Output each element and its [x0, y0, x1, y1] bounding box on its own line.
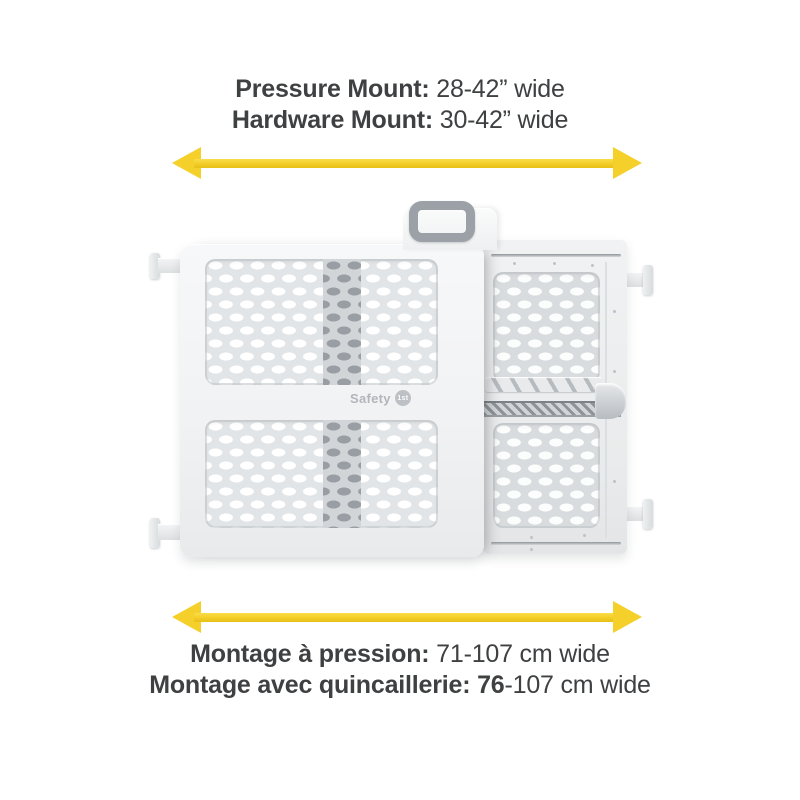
quincaillerie-value: -107 cm wide: [504, 671, 651, 699]
pression-line: [0, 639, 800, 670]
carry-handle-icon: [409, 201, 475, 242]
front-sliding-panel: [180, 244, 484, 557]
screw-dot: [613, 480, 616, 483]
rear-mesh-window-bottom: [493, 423, 600, 528]
hardware-mount-label: Hardware Mount:: [231, 106, 433, 134]
pressure-mount-line: [0, 74, 800, 105]
arrow-right-head-icon: [613, 601, 642, 633]
pression-label: Montage à pression:: [190, 640, 430, 668]
overlap-shadow-strip: [323, 420, 361, 528]
screw-dot: [613, 370, 616, 373]
arrow-shaft: [194, 613, 620, 622]
rear-panel-bottom-seam: [491, 542, 621, 545]
screw-dot: [583, 534, 586, 537]
ratchet-tray: [485, 377, 603, 392]
pressure-mount-label: Pressure Mount:: [235, 75, 430, 103]
overlap-shadow-strip: [323, 259, 361, 385]
rear-sliding-panel: [483, 240, 627, 554]
screw-dot: [513, 262, 516, 265]
brand-badge-icon: 1st: [395, 390, 411, 406]
bottom-width-arrow-icon: [172, 600, 642, 634]
safety-gate-product-image: [150, 198, 660, 564]
bottom-dimension-text: [0, 639, 800, 701]
hardware-mount-line: [0, 105, 800, 136]
hardware-mount-value: 30-42” wide: [433, 106, 569, 134]
front-mesh-window-top: [205, 259, 438, 385]
mount-knob-bottom-right: [643, 499, 653, 529]
screw-dot: [530, 548, 533, 551]
quincaillerie-line: [0, 670, 800, 701]
mount-knob-top-right-stem: [625, 272, 645, 287]
rear-panel-top-seam: [491, 254, 621, 257]
front-mesh-window-bottom: [205, 420, 438, 528]
arrow-right-head-icon: [613, 147, 642, 179]
mount-knob-top-right: [643, 265, 653, 295]
top-dimension-text: [0, 74, 800, 136]
rear-mesh-window-top: [493, 272, 600, 382]
screw-dot: [553, 262, 556, 265]
ratchet-end-cap: [595, 383, 626, 419]
quincaillerie-label: Montage avec quincaillerie: 76: [149, 671, 505, 699]
brand-logo: [350, 390, 411, 406]
screw-dot: [591, 264, 594, 267]
arrow-shaft: [194, 159, 620, 168]
pressure-mount-value: 28-42” wide: [429, 75, 565, 103]
screw-dot: [530, 536, 533, 539]
screw-dot: [613, 310, 616, 313]
mount-knob-bottom-right-stem: [625, 506, 645, 521]
top-width-arrow-icon: [172, 146, 642, 180]
pression-value: 71-107 cm wide: [429, 640, 610, 668]
brand-name: Safety: [350, 390, 391, 406]
